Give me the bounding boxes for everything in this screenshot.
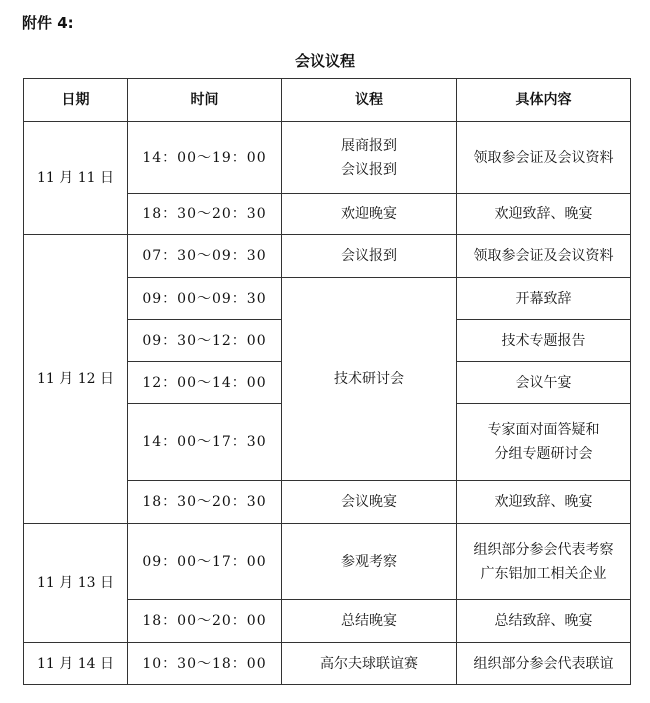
time-cell: 09：00～09：30 [128, 278, 282, 320]
time-cell: 07：30～09：30 [128, 235, 282, 278]
table-row [24, 643, 631, 685]
content-cell: 技术专题报告 [457, 320, 631, 362]
time-cell: 09：00～17：00 [128, 524, 282, 600]
agenda-cell: 参观考察 [282, 524, 457, 600]
date-cell: 11 月 12 日 [24, 235, 128, 524]
content-cell: 总结致辞、晚宴 [457, 600, 631, 643]
content-cell: 组织部分参会代表考察 广东铝加工相关企业 [457, 524, 631, 600]
attachment-label: 附件 4: [22, 14, 74, 32]
date-cell: 11 月 14 日 [24, 643, 128, 685]
time-cell: 09：30～12：00 [128, 320, 282, 362]
content-cell: 开幕致辞 [457, 278, 631, 320]
agenda-cell: 高尔夫球联谊赛 [282, 643, 457, 685]
time-cell: 18：30～20：30 [128, 194, 282, 235]
header-agenda: 议程 [282, 79, 457, 122]
header-content: 具体内容 [457, 79, 631, 122]
agenda-cell: 会议晚宴 [282, 481, 457, 524]
table-row [24, 122, 631, 194]
table-header-row [24, 79, 631, 122]
content-cell: 专家面对面答疑和 分组专题研讨会 [457, 404, 631, 481]
agenda-cell: 总结晚宴 [282, 600, 457, 643]
content-cell: 领取参会证及会议资料 [457, 122, 631, 194]
header-time: 时间 [128, 79, 282, 122]
time-cell: 10：30～18：00 [128, 643, 282, 685]
header-date: 日期 [24, 79, 128, 122]
content-cell: 组织部分参会代表联谊 [457, 643, 631, 685]
time-cell: 18：30～20：30 [128, 481, 282, 524]
content-cell: 欢迎致辞、晚宴 [457, 194, 631, 235]
agenda-cell: 欢迎晚宴 [282, 194, 457, 235]
agenda-cell: 会议报到 [282, 235, 457, 278]
time-cell: 18：00～20：00 [128, 600, 282, 643]
time-cell: 14：00～17：30 [128, 404, 282, 481]
page-title: 会议议程 [294, 52, 355, 70]
date-cell: 11 月 11 日 [24, 122, 128, 235]
agenda-table [23, 78, 631, 685]
table-row [24, 524, 631, 600]
time-cell: 12：00～14：00 [128, 362, 282, 404]
table-row [24, 235, 631, 278]
agenda-cell: 技术研讨会 [282, 278, 457, 481]
date-cell: 11 月 13 日 [24, 524, 128, 643]
content-cell: 欢迎致辞、晚宴 [457, 481, 631, 524]
content-cell: 会议午宴 [457, 362, 631, 404]
agenda-cell: 展商报到 会议报到 [282, 122, 457, 194]
time-cell: 14：00～19：00 [128, 122, 282, 194]
content-cell: 领取参会证及会议资料 [457, 235, 631, 278]
